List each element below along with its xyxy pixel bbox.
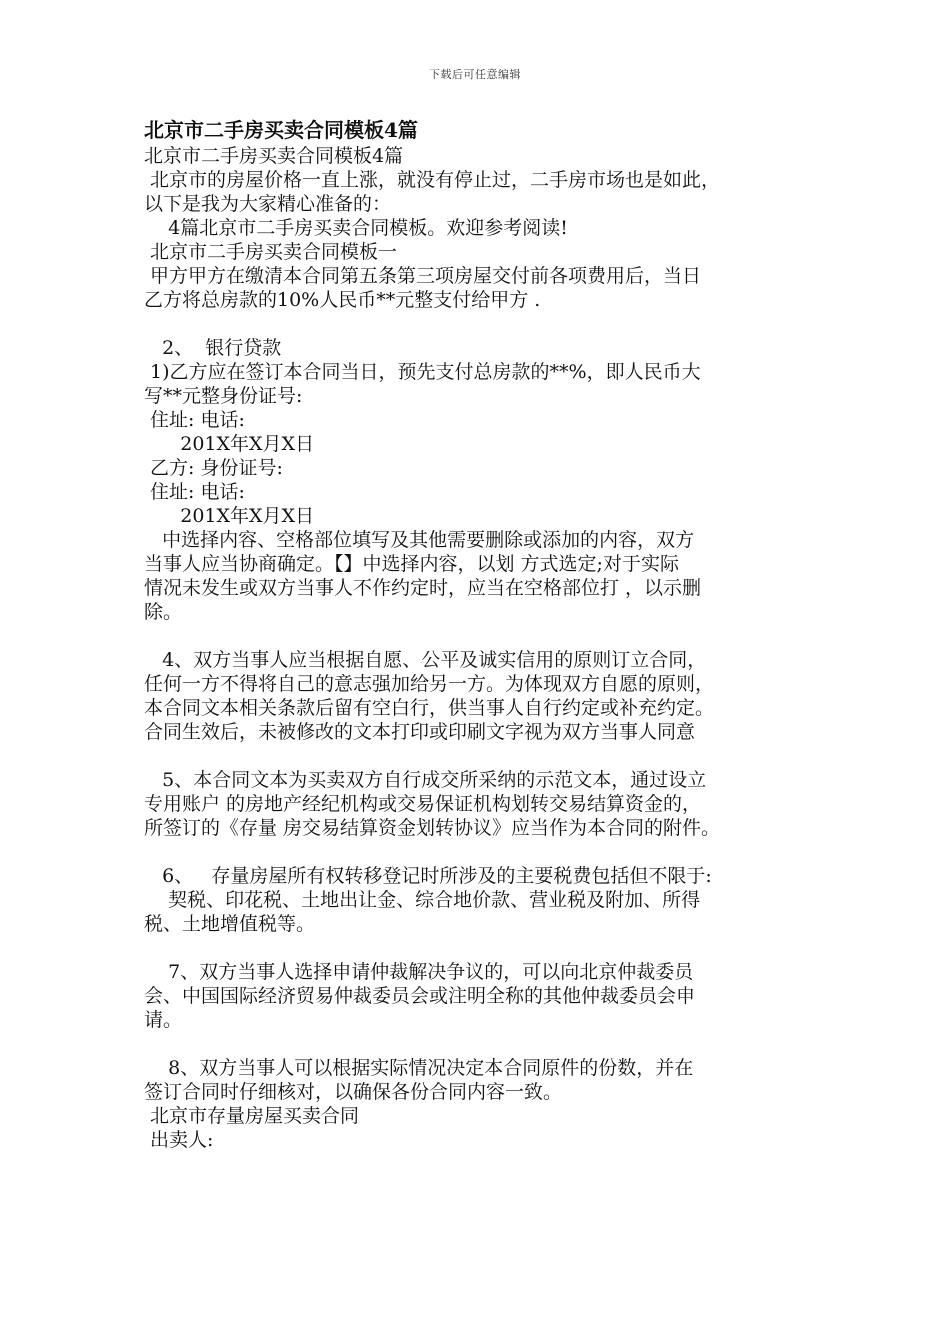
text-line: 税、土地增值税等。: [144, 913, 316, 935]
text-line: 7、双方当事人选择申请仲裁解决争议的，可以向北京仲裁委员: [144, 961, 694, 983]
text-line: 出卖人:: [144, 1129, 214, 1151]
document-body: [144, 116, 808, 1152]
text-line: 本合同文本相关条款后留有空白行，供当事人自行约定或补充约定。: [144, 697, 715, 719]
text-line: 乙方: 身份证号:: [144, 457, 283, 479]
document-title: 北京市二手房买卖合同模板4篇: [144, 118, 418, 142]
text-line: 8、双方当事人可以根据实际情况决定本合同原件的份数，并在: [144, 1057, 694, 1079]
text-line: 签订合同时仔细核对，以确保各份合同内容一致。: [144, 1081, 563, 1103]
text-line: 所签订的《存量 房交易结算资金划转协议》应当作为本合同的附件。: [144, 817, 721, 839]
blank-line: [144, 312, 808, 336]
text-line: 北京市二手房买卖合同模板一: [144, 241, 398, 263]
text-line: 写**元整身份证号:: [144, 385, 303, 407]
text-line: 2、 银行贷款: [144, 337, 282, 359]
document-lines: [144, 144, 808, 1152]
text-line: 4篇北京市二手房买卖合同模板。欢迎参考阅读!: [144, 217, 568, 239]
text-line: 专用账户 的房地产经纪机构或交易保证机构划转交易结算资金的，: [144, 793, 702, 815]
blank-line: [144, 744, 808, 768]
text-line: 住址: 电话:: [144, 481, 245, 503]
text-line: 北京市二手房买卖合同模板4篇: [144, 145, 404, 167]
text-line: 乙方将总房款的10%人民币**元整支付给甲方 .: [144, 289, 541, 311]
text-line: 4、双方当事人应当根据自愿、公平及诚实信用的原则订立合同，: [144, 649, 707, 671]
blank-line: [144, 936, 808, 960]
text-line: 北京市的房屋价格一直上涨，就没有停止过，二手房市场也是如此，: [144, 169, 721, 191]
text-line: 合同生效后，未被修改的文本打印或印刷文字视为双方当事人同意: [144, 721, 696, 743]
text-line: 以下是我为大家精心准备的：: [144, 193, 392, 215]
blank-line: [144, 624, 808, 648]
text-line: 请。: [144, 1009, 183, 1031]
text-line: 北京市存量房屋买卖合同: [144, 1105, 360, 1127]
text-line: 会、中国国际经济贸易仲裁委员会或注明全称的其他仲裁委员会申: [144, 985, 696, 1007]
blank-line: [144, 1032, 808, 1056]
text-line: 1)乙方应在签订本合同当日，预先支付总房款的**%，即人民币大: [144, 361, 701, 383]
text-line: 除。: [144, 601, 183, 623]
text-line: 契税、印花税、土地出让金、综合地价款、营业税及附加、所得: [144, 889, 701, 911]
text-line: 住址: 电话:: [144, 409, 245, 431]
text-line: 5、本合同文本为买卖双方自行成交所采纳的示范文本，通过设立: [144, 769, 707, 791]
text-line: 6、 存量房屋所有权转移登记时所涉及的主要税费包括但不限于:: [144, 865, 712, 887]
text-line: 201X年X月X日: [144, 433, 315, 455]
text-line: 甲方甲方在缴清本合同第五条第三项房屋交付前各项费用后，当日: [144, 265, 702, 287]
text-line: 中选择内容、空格部位填写及其他需要删除或添加的内容，双方: [144, 529, 695, 551]
header-note: 下载后可任意编辑: [429, 68, 521, 81]
text-line: 当事人应当协商确定。【】中选择内容，以划 方式选定;对于实际: [144, 553, 679, 575]
text-line: 情况未发生或双方当事人不作约定时，应当在空格部位打 ，以示删: [144, 577, 702, 599]
blank-line: [144, 840, 808, 864]
text-line: 任何一方不得将自己的意志强加给另一方。为体现双方自愿的原则，: [144, 673, 715, 695]
text-line: 201X年X月X日: [144, 505, 315, 527]
